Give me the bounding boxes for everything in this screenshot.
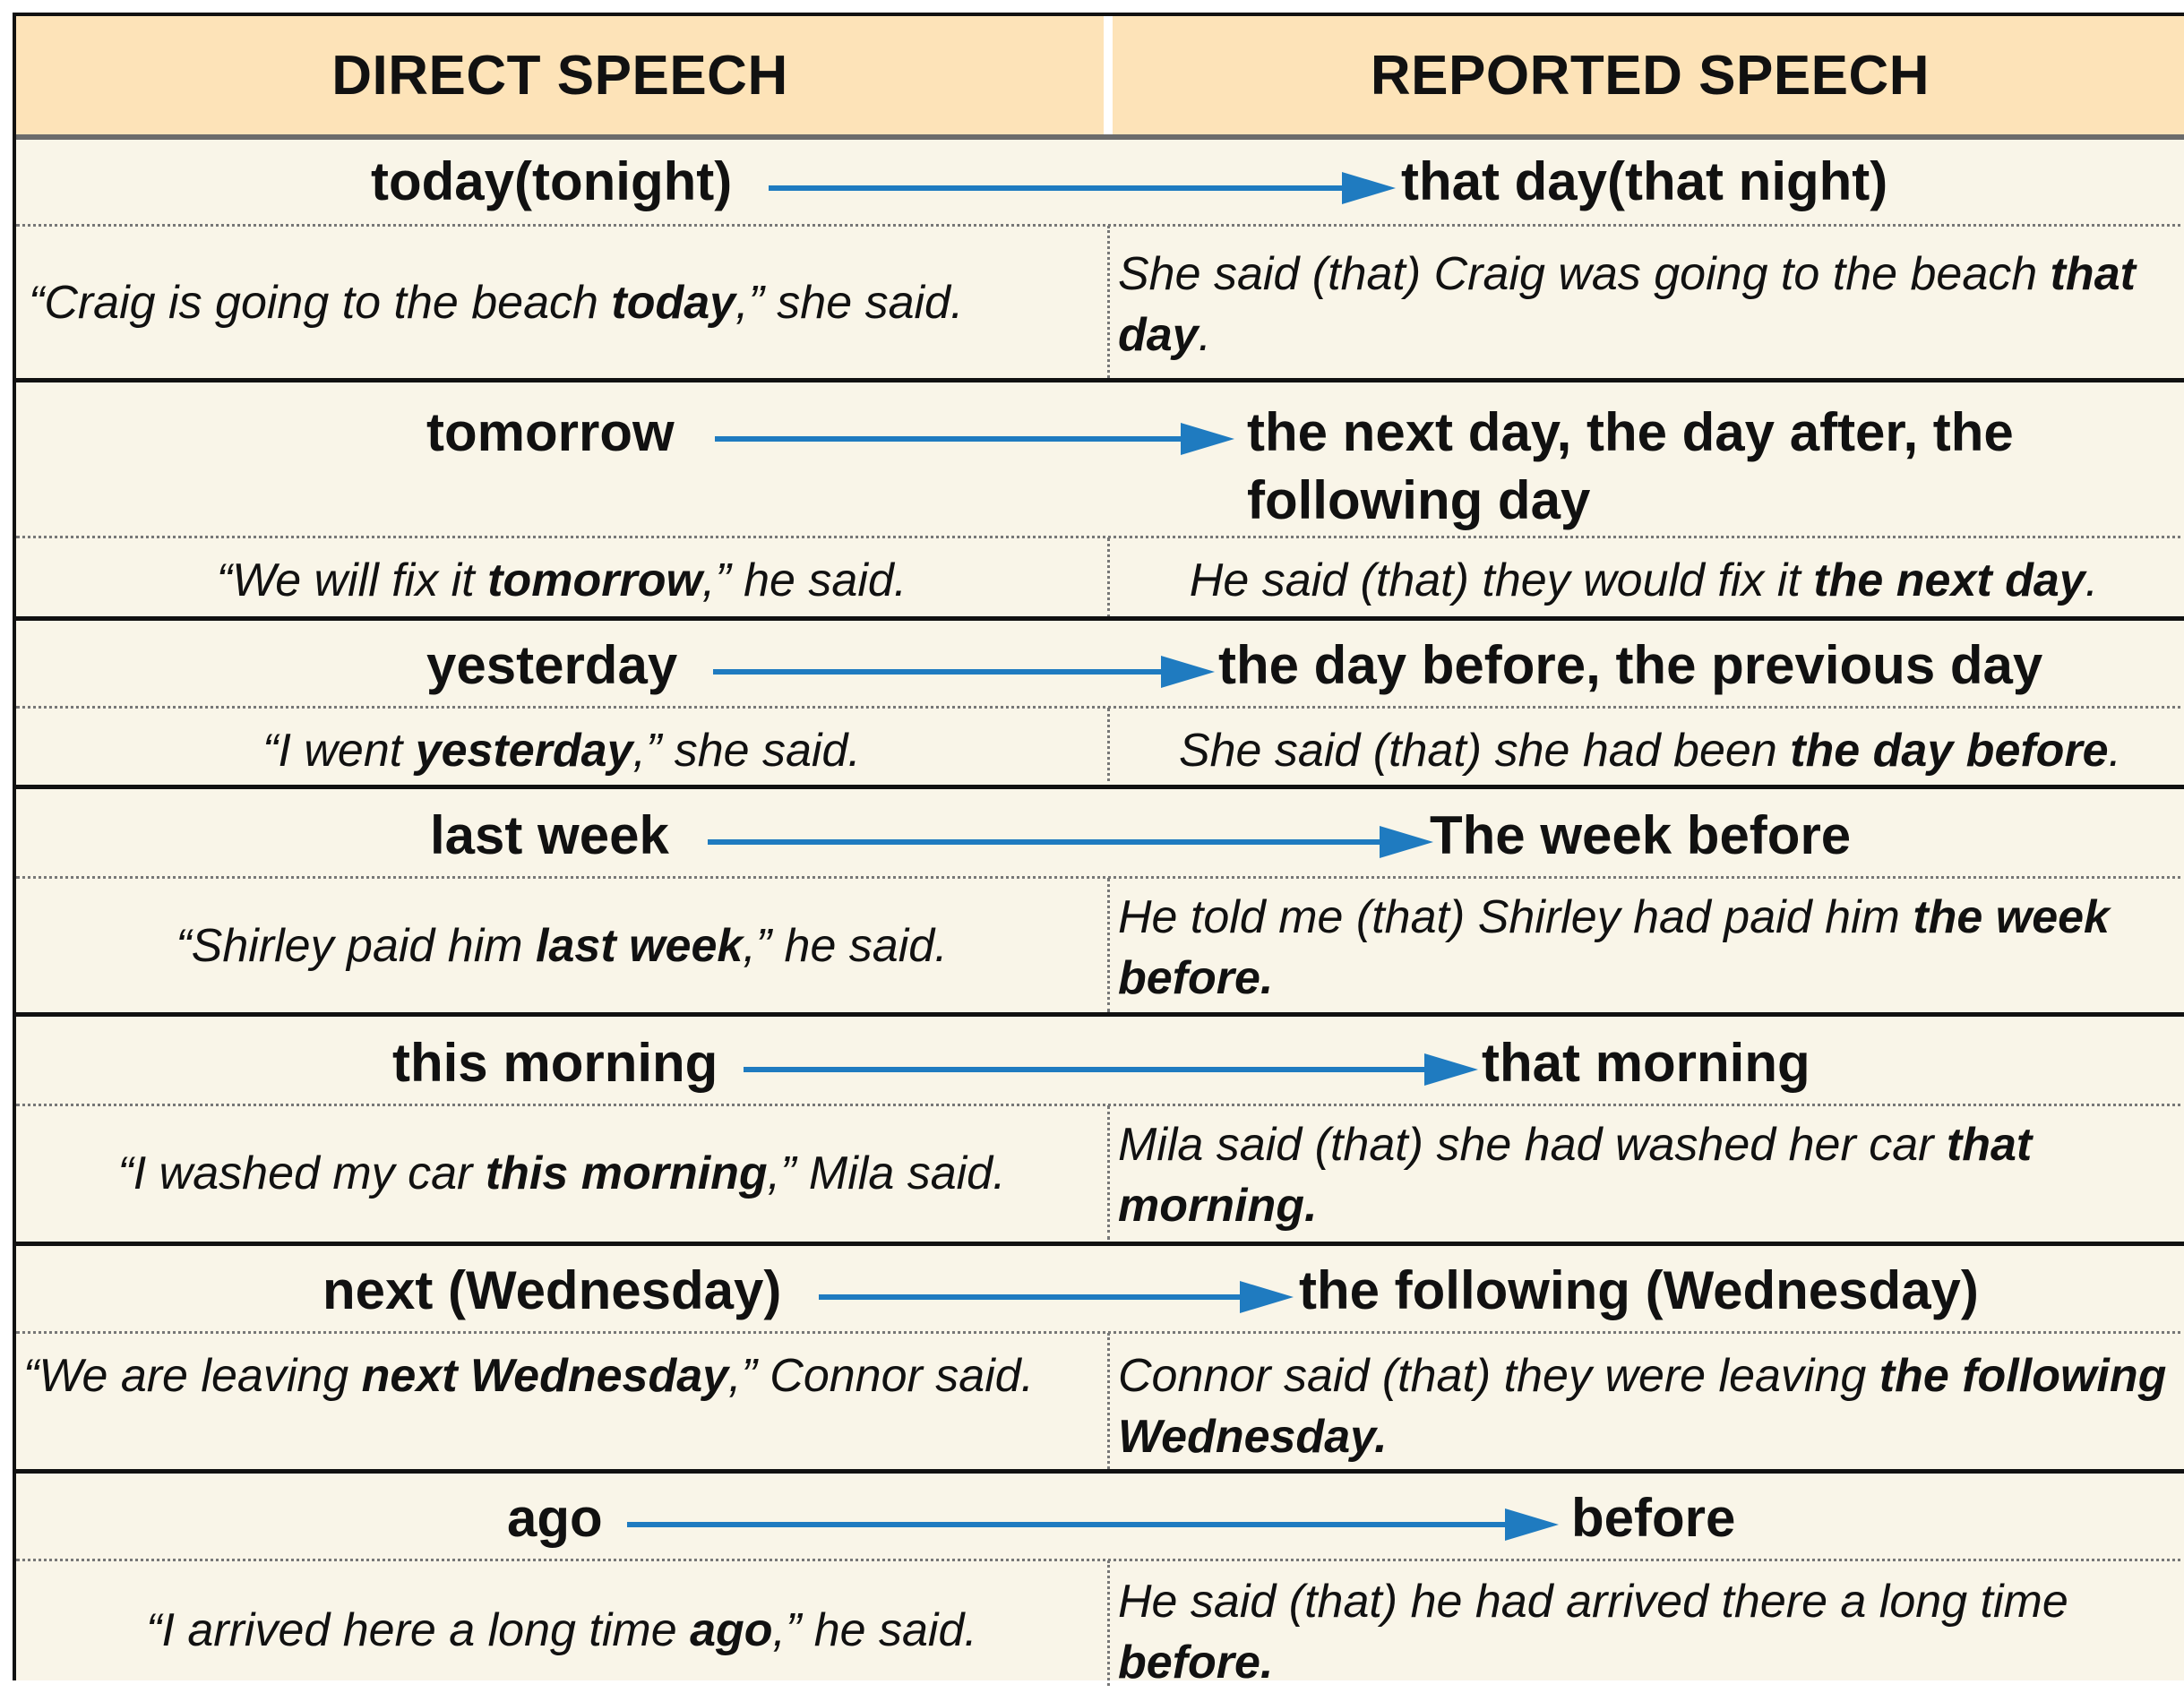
header-divider bbox=[1104, 16, 1113, 134]
row-divider bbox=[16, 1559, 2184, 1561]
term-row-last-week bbox=[16, 792, 2184, 872]
term-row-next-wednesday bbox=[16, 1247, 2184, 1329]
right-arrow-icon bbox=[715, 421, 1234, 457]
reported-term: before bbox=[1571, 1488, 1736, 1548]
reported-term: The week before bbox=[1430, 805, 1852, 865]
example-reported: He said (that) they would fix it the next day. bbox=[1189, 554, 2099, 606]
row-divider bbox=[16, 536, 2184, 538]
reported-term-line-1: the next day, the day after, the bbox=[1247, 402, 2014, 462]
reported-term: that day(that night) bbox=[1401, 151, 1888, 211]
row-divider bbox=[16, 706, 2184, 709]
header-direct-speech: DIRECT SPEECH bbox=[16, 16, 1104, 134]
example-reported: Connor said (that) they were leaving the following Wednesday. bbox=[1118, 1350, 2167, 1463]
right-arrow-icon bbox=[744, 1052, 1478, 1087]
right-arrow-icon bbox=[769, 170, 1396, 206]
term-row-tomorrow bbox=[16, 382, 2184, 534]
example-direct: “Shirley paid him last week,” he said. bbox=[176, 920, 948, 972]
column-divider bbox=[1107, 1333, 1110, 1469]
term-row-yesterday bbox=[16, 622, 2184, 702]
row-divider bbox=[16, 1331, 2184, 1334]
example-direct: “We will fix it tomorrow,” he said. bbox=[216, 554, 907, 606]
row-divider bbox=[16, 224, 2184, 227]
reported-term: the following (Wednesday) bbox=[1299, 1260, 1979, 1320]
example-direct: “We are leaving next Wednesday,” Connor said. bbox=[23, 1350, 1035, 1402]
column-divider bbox=[1107, 537, 1110, 618]
example-direct: “I arrived here a long time ago,” he said. bbox=[146, 1604, 977, 1656]
row-separator bbox=[16, 1469, 2184, 1474]
term-row-today bbox=[16, 150, 2184, 222]
right-arrow-icon bbox=[713, 654, 1215, 690]
term-row-ago bbox=[16, 1476, 2184, 1559]
example-reported: She said (that) Craig was going to the beach that day. bbox=[1118, 248, 2136, 361]
right-arrow-icon bbox=[819, 1279, 1294, 1315]
direct-term: ago bbox=[507, 1488, 603, 1548]
reported-term: the day before, the previous day bbox=[1218, 635, 2043, 695]
header-rule bbox=[16, 134, 2184, 140]
row-separator bbox=[16, 1242, 2184, 1246]
column-divider bbox=[1107, 1560, 1110, 1686]
row-separator bbox=[16, 1012, 2184, 1017]
example-reported: She said (that) she had been the day before. bbox=[1178, 725, 2122, 777]
column-divider bbox=[1107, 878, 1110, 1012]
row-divider bbox=[16, 876, 2184, 879]
direct-term: tomorrow bbox=[426, 402, 675, 462]
direct-term: today(tonight) bbox=[371, 151, 733, 211]
column-divider bbox=[1107, 226, 1110, 378]
row-divider bbox=[16, 1104, 2184, 1106]
example-direct: “I went yesterday,” she said. bbox=[262, 725, 861, 777]
reported-term: that morning bbox=[1482, 1033, 1810, 1093]
example-direct: “I washed my car this morning,” Mila said. bbox=[117, 1147, 1006, 1199]
right-arrow-icon bbox=[627, 1507, 1559, 1543]
row-separator bbox=[16, 616, 2184, 621]
header-reported-speech: REPORTED SPEECH bbox=[1113, 16, 2184, 134]
example-reported: He said (that) he had arrived there a long time before. bbox=[1118, 1576, 2068, 1689]
reported-term-line-2: following day bbox=[1247, 470, 1591, 530]
example-reported: Mila said (that) she had washed her car that morning. bbox=[1118, 1119, 2033, 1232]
direct-term: this morning bbox=[392, 1033, 718, 1093]
right-arrow-icon bbox=[708, 824, 1433, 860]
direct-term: next (Wednesday) bbox=[322, 1260, 782, 1320]
reported-speech-table bbox=[13, 13, 2184, 1689]
direct-term: last week bbox=[430, 805, 669, 865]
term-row-this-morning bbox=[16, 1019, 2184, 1102]
column-divider bbox=[1107, 708, 1110, 788]
example-reported: He told me (that) Shirley had paid him the week before. bbox=[1118, 891, 2110, 1004]
direct-term: yesterday bbox=[426, 635, 678, 695]
example-direct: “Craig is going to the beach today,” she said. bbox=[29, 277, 964, 329]
row-separator bbox=[16, 785, 2184, 789]
column-divider bbox=[1107, 1105, 1110, 1240]
